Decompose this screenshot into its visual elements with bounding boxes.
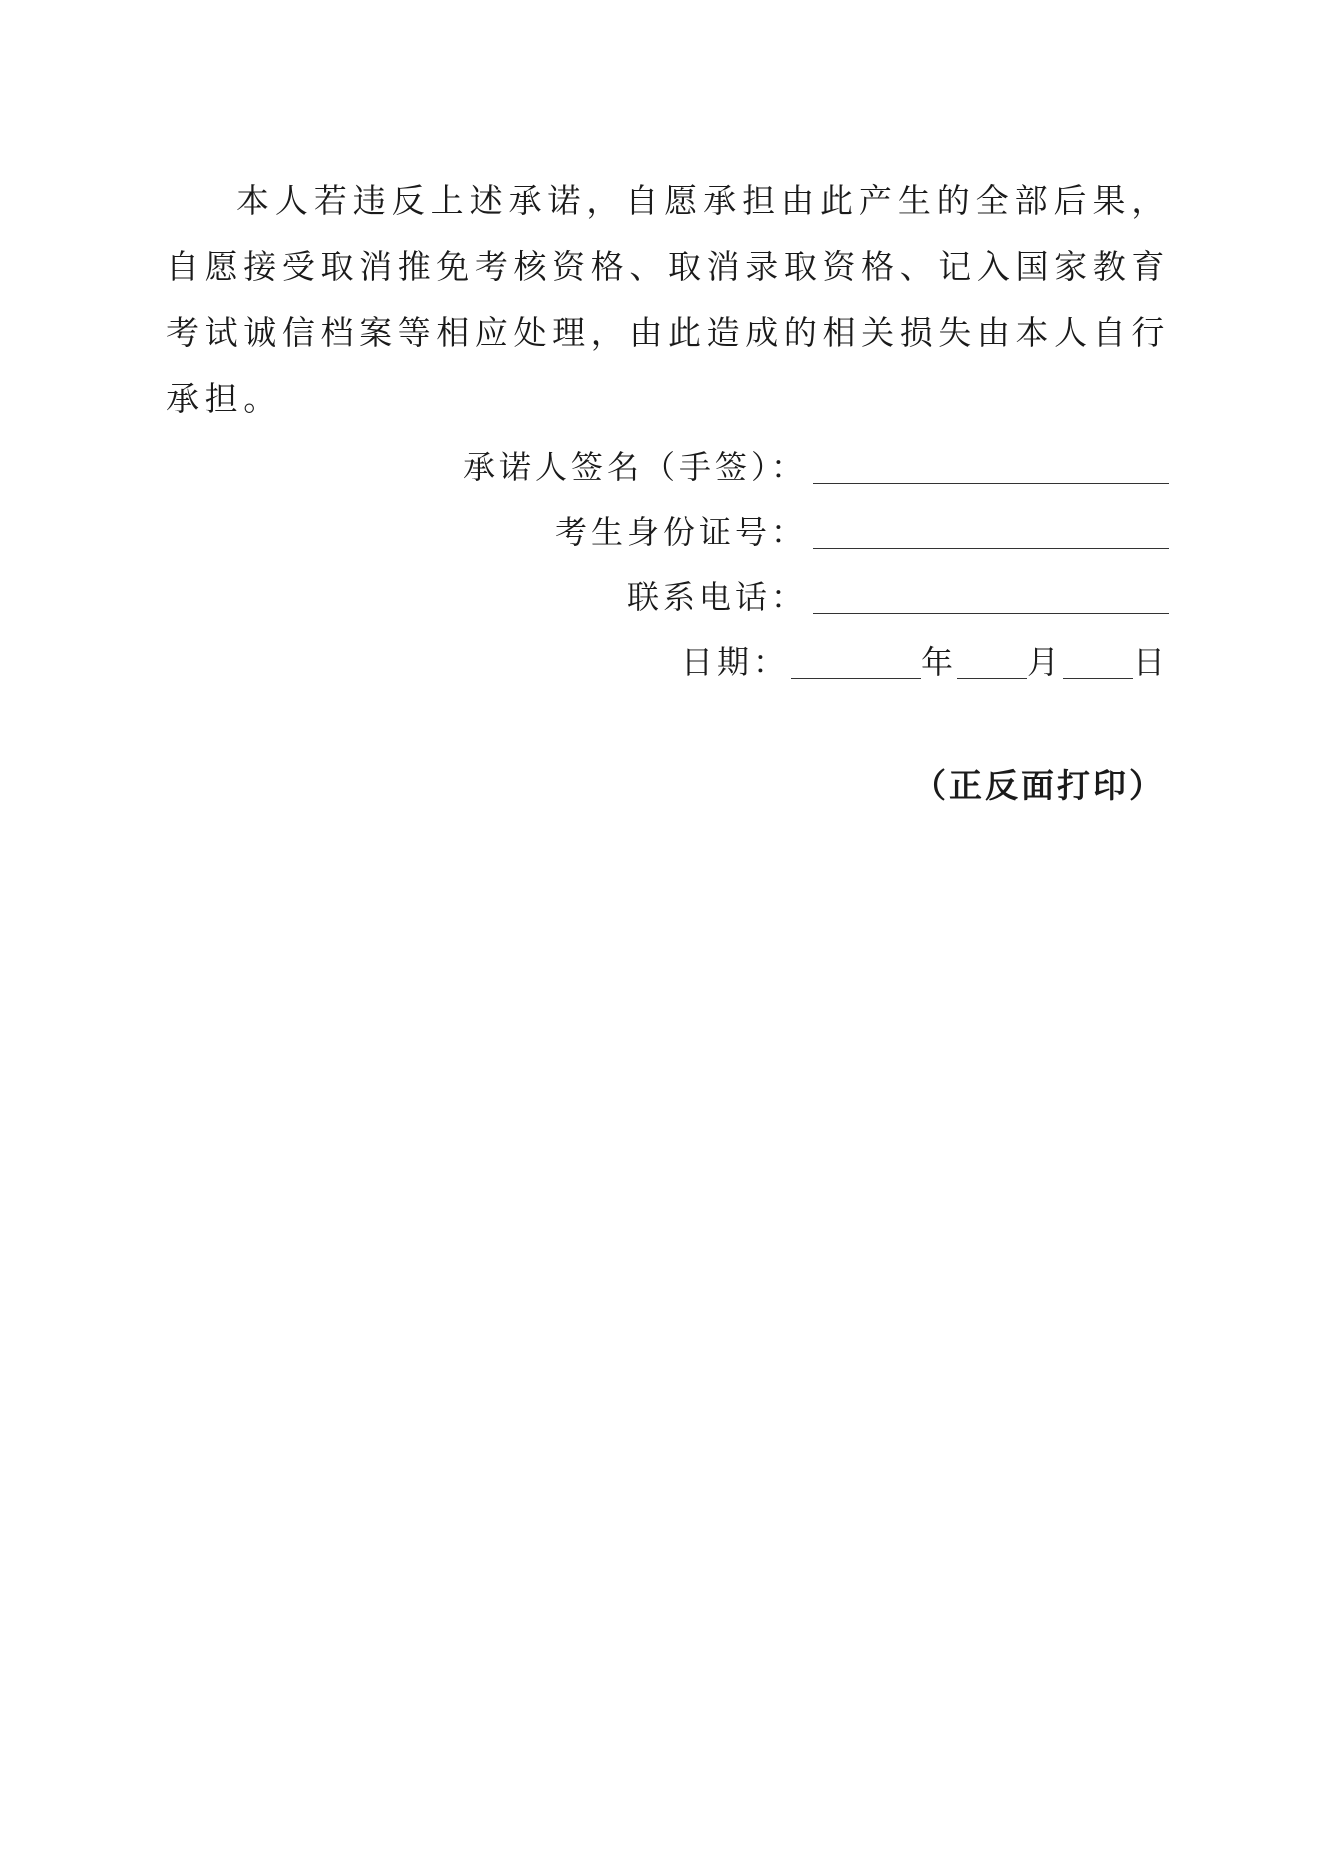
phone-blank[interactable]: [813, 581, 1169, 614]
phone-label: 联系电话：: [626, 578, 807, 616]
year-unit: 年: [920, 643, 957, 681]
date-field: [681, 637, 1169, 683]
month-unit: 月: [1026, 643, 1063, 681]
id-number-label: 考生身份证号：: [554, 513, 807, 551]
phone-field: [627, 572, 1169, 618]
signature-field: [463, 442, 1169, 488]
month-blank[interactable]: [957, 646, 1027, 679]
id-number-field: [555, 507, 1169, 553]
day-blank[interactable]: [1063, 646, 1133, 679]
date-label: 日期：: [680, 643, 789, 681]
signature-label: 承诺人签名（手签）：: [462, 448, 807, 486]
day-unit: 日: [1132, 643, 1169, 681]
year-blank[interactable]: [791, 646, 921, 679]
signature-blank[interactable]: [813, 451, 1169, 484]
id-number-blank[interactable]: [813, 516, 1169, 549]
commitment-paragraph: 本人若违反上述承诺，自愿承担由此产生的全部后果，自愿接受取消推免考核资格、取消录取资格、记入国家教育考试诚信档案等相应处理，由此造成的相关损失由本人自行承担。: [166, 181, 1170, 418]
print-note: （正反面打印）: [913, 766, 1165, 805]
